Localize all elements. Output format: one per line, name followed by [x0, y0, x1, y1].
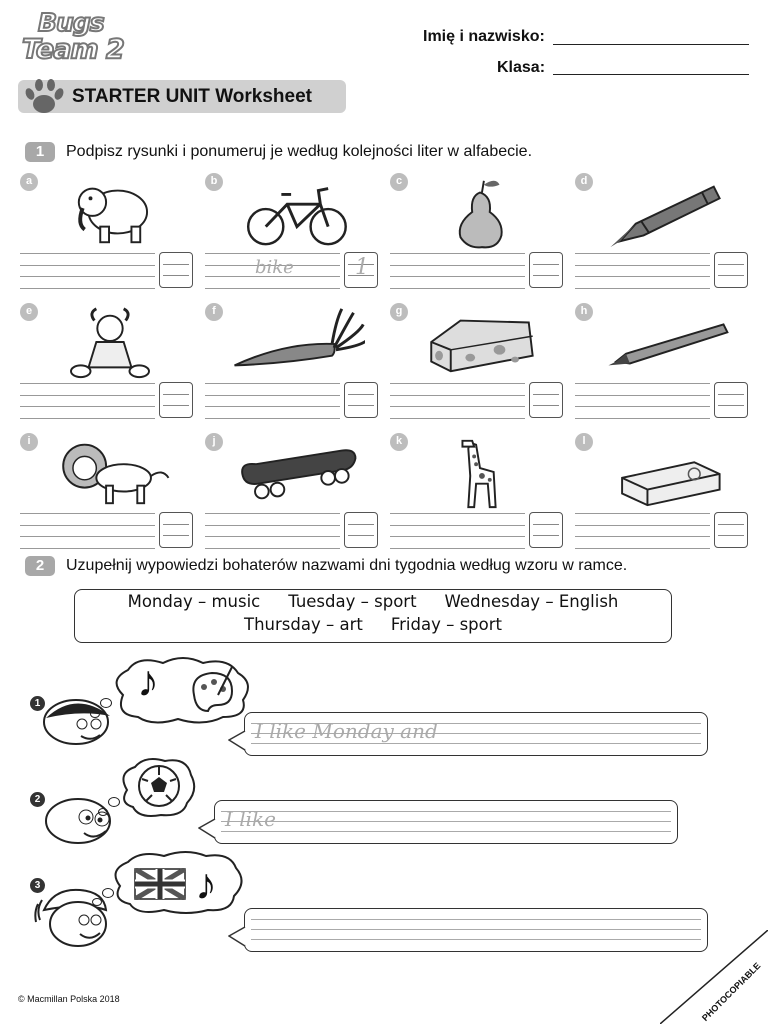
- word-answer-lines[interactable]: [20, 383, 155, 419]
- elephant-icon: [40, 173, 180, 251]
- example-tuesday: Tuesday – sport: [288, 592, 417, 611]
- giraffe-icon: [410, 433, 550, 511]
- answer-lines-3[interactable]: [244, 908, 708, 952]
- crayon-icon: [595, 173, 735, 251]
- skateboard-icon: [225, 433, 365, 511]
- thought-bubble-dot: [102, 888, 114, 898]
- photocopiable-stamp: PHOTOCOPIABLE: [700, 960, 763, 1024]
- example-wednesday: Wednesday – English: [444, 592, 619, 611]
- name-label: Imię i nazwisko:: [423, 28, 545, 45]
- speaker-1-number: 1: [30, 696, 45, 711]
- order-number-box[interactable]: [529, 382, 563, 418]
- worksheet-title: STARTER UNIT Worksheet: [72, 86, 312, 107]
- bike-icon: [225, 173, 365, 251]
- exercise-2-instruction: Uzupełnij wypowiedzi bohaterów nazwami dni tygodnia według wzoru w ramce.: [66, 557, 628, 574]
- speech-tail: [228, 926, 248, 948]
- answer-lines-1[interactable]: [244, 712, 708, 756]
- example-thursday: Thursday – art: [244, 615, 363, 634]
- speech-tail: [198, 818, 218, 840]
- item-letter: j: [205, 433, 223, 451]
- item-letter: d: [575, 173, 593, 191]
- eraser-icon: [595, 433, 735, 511]
- order-number-box[interactable]: [714, 252, 748, 288]
- music-note-icon: ♪: [195, 860, 217, 909]
- word-answer-lines[interactable]: [575, 383, 710, 419]
- picture-item-k: [390, 433, 565, 563]
- copyright-notice: © Macmillan Polska 2018: [18, 994, 120, 1004]
- order-number-box[interactable]: [344, 382, 378, 418]
- speech-tail: [228, 730, 248, 752]
- picture-item-f: [205, 303, 380, 433]
- order-number-box[interactable]: [529, 252, 563, 288]
- example-word-box: [74, 589, 672, 643]
- word-answer-lines[interactable]: [205, 383, 340, 419]
- item-letter: g: [390, 303, 408, 321]
- thought-bubble-dot: [98, 808, 108, 816]
- item-letter: i: [20, 433, 38, 451]
- bug-character-2-icon: [36, 785, 118, 850]
- item-letter: f: [205, 303, 223, 321]
- item-letter: b: [205, 173, 223, 191]
- order-number-box[interactable]: [714, 382, 748, 418]
- exercise-1-instruction: Podpisz rysunki i ponumeruj je według kolejności liter w alfabecie.: [66, 143, 533, 160]
- doll-icon: [40, 303, 180, 381]
- exercise-2-number: 2: [25, 556, 55, 576]
- item-letter: e: [20, 303, 38, 321]
- picture-item-e: [20, 303, 195, 433]
- picture-item-l: [575, 433, 750, 563]
- word-answer-lines[interactable]: [20, 513, 155, 549]
- word-answer-lines[interactable]: [575, 513, 710, 549]
- item-letter: k: [390, 433, 408, 451]
- word-answer-lines[interactable]: [20, 253, 155, 289]
- item-letter: c: [390, 173, 408, 191]
- pear-icon: [410, 173, 550, 251]
- item-letter: h: [575, 303, 593, 321]
- thought-bubble-dot: [108, 797, 120, 807]
- cheese-icon: [410, 303, 550, 381]
- picture-item-b: [205, 173, 380, 303]
- order-number-box[interactable]: [344, 252, 378, 288]
- example-monday: Monday – music: [127, 592, 261, 611]
- thought-bubble-dot: [90, 710, 100, 718]
- music-note-icon: ♪: [137, 657, 159, 706]
- thought-bubble-dot: [92, 898, 102, 906]
- picture-item-d: [575, 173, 750, 303]
- sample-answer-1: I like Monday and: [255, 719, 438, 743]
- paw-icon: [22, 77, 64, 117]
- order-number-box[interactable]: [159, 382, 193, 418]
- word-answer-lines[interactable]: [575, 253, 710, 289]
- thought-bubble-dot: [100, 698, 112, 708]
- item-letter: l: [575, 433, 593, 451]
- word-answer-lines[interactable]: [390, 253, 525, 289]
- picture-item-i: [20, 433, 195, 563]
- word-answer-lines[interactable]: [390, 383, 525, 419]
- picture-item-g: [390, 303, 565, 433]
- picture-item-a: [20, 173, 195, 303]
- speaker-2-number: 2: [30, 792, 45, 807]
- sample-answer-2: I like: [225, 807, 277, 831]
- carrot-icon: [225, 303, 365, 381]
- speaker-3-number: 3: [30, 878, 45, 893]
- word-answer-lines[interactable]: [205, 253, 340, 289]
- order-number-box[interactable]: [714, 512, 748, 548]
- class-label: Klasa:: [497, 59, 546, 76]
- bugs-team-logo: Bugs Team 2: [22, 8, 124, 65]
- class-field[interactable]: [553, 73, 749, 75]
- name-field[interactable]: [553, 43, 749, 45]
- sample-word: bike: [255, 257, 294, 278]
- picture-item-h: [575, 303, 750, 433]
- football-icon: [136, 763, 182, 809]
- sample-number: 1: [355, 255, 369, 280]
- picture-item-j: [205, 433, 380, 563]
- example-friday: Friday – sport: [390, 615, 502, 634]
- word-answer-lines[interactable]: [390, 513, 525, 549]
- order-number-box[interactable]: [529, 512, 563, 548]
- word-answer-lines[interactable]: [205, 513, 340, 549]
- lion-icon: [40, 433, 180, 511]
- picture-item-c: [390, 173, 565, 303]
- uk-flag-icon: [134, 868, 186, 900]
- order-number-box[interactable]: [159, 512, 193, 548]
- exercise-1-number: 1: [25, 142, 55, 162]
- order-number-box[interactable]: [344, 512, 378, 548]
- item-letter: a: [20, 173, 38, 191]
- pencil-icon: [595, 303, 735, 381]
- order-number-box[interactable]: [159, 252, 193, 288]
- palette-icon: [188, 665, 236, 715]
- answer-lines-2[interactable]: [214, 800, 678, 844]
